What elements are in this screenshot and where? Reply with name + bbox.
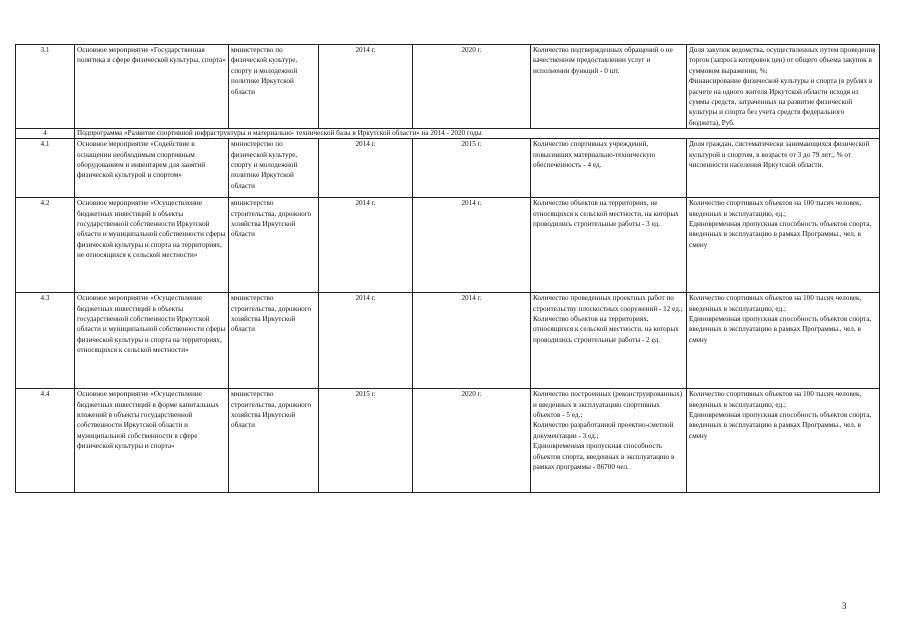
indicator-line: Единовременная пропускная способность объектов спорта, введенных в эксплуатацию в рамках Программы., чел. в смену: [689, 220, 872, 249]
result-line: Количество подтвержденных обращений о не качественном предоставлении услуг и исполнении функций - 0 шт.: [533, 46, 673, 75]
indicator-line: Доля закупок ведомства, осуществленных путем проведения торгов (запроса котировок цен) от общего объема закупок в суммовом выражении, %;: [689, 46, 876, 75]
indicators-cell: [687, 45, 880, 129]
executor-cell: министерство строительства, дорожного хозяйства Иркутской области: [229, 198, 319, 293]
result-cell: [531, 198, 687, 293]
start-year-cell: 2014 г.: [319, 293, 413, 389]
result-line: Количество разработанной проектно-сметной документации - 3 ед.;: [533, 421, 674, 440]
result-cell: [531, 293, 687, 389]
event-cell: Основное мероприятие «Осуществление бюджетных инвестиций в объекты государственной собственности Иркутской области и муниципальной собственности сферы физической культуры и спорта на территориях, относящихся к сельской местности»: [75, 293, 229, 389]
table-row-4-1: [16, 139, 880, 198]
indicator-line: Количество спортивных объектов на 100 тысяч человек, введенных в эксплуатацию, ед.;: [689, 294, 862, 313]
indicator-line: Единовременная пропускная способность объектов спорта, введенных в эксплуатацию в рамках Программы., чел. в смену: [689, 315, 872, 344]
end-year-cell: 2020 г.: [413, 389, 531, 493]
event-cell: Основное мероприятие «Содействие в оснащении необходимым спортивным оборудованием и инвентарем для занятий физической культурой и спортом»: [75, 139, 229, 198]
table-row-4-2: [16, 198, 880, 293]
result-line: Количество объектов на территориях, относящихся к сельской местности, на которых проводились строительные работы - 2 ед.: [533, 315, 679, 344]
indicators-cell: [687, 293, 880, 389]
row-number: 3.1: [16, 45, 75, 129]
event-cell: Основное мероприятие «Осуществление бюджетных инвестиций в объекты государственной собственности Иркутской области и муниципальной собственности сферы физической культуры и спорта на территориях, не относящихся к сельской местности»: [75, 198, 229, 293]
table-row-4-4: [16, 389, 880, 493]
indicators-cell: [687, 139, 880, 198]
event-cell: Основное мероприятие «Государственная политика в сфере физической культуры, спорта»: [75, 45, 229, 129]
subprogram-title: Подпрограмма «Развитие спортивной инфраструктуры и материально- технической базы в Иркутской области» на 2014 - 2020 годы: [75, 129, 880, 139]
result-cell: [531, 389, 687, 493]
executor-cell: министерство по физической культуре, спорту и молодежной политике Иркутской области: [229, 45, 319, 129]
row-number: 4: [16, 129, 75, 139]
executor-cell: министерство по физической культуре, спорту и молодежной политике Иркутской области: [229, 139, 319, 198]
table-row-3-1: [16, 45, 880, 129]
result-line: Количество спортивных учреждений, повысивших материально-техническую обеспеченность - 4 ед.: [533, 140, 656, 170]
result-cell: [531, 139, 687, 198]
indicator-line: Доля граждан, систематически занимающихся физической культурой и спортом, в возрасте от 3 до 79 лет;, % от численности населения Иркутской области.: [689, 140, 870, 170]
program-table: [15, 44, 880, 493]
executor-cell: министерство строительства, дорожного хозяйства Иркутской области: [229, 293, 319, 389]
indicators-cell: [687, 389, 880, 493]
row-number: 4.2: [16, 198, 75, 293]
row-number: 4.3: [16, 293, 75, 389]
end-year-cell: 2014 г.: [413, 293, 531, 389]
result-line: Количество проведенных проектных работ по строительству плоскостных сооружений - 12 ед.;: [533, 294, 683, 313]
result-line: Количество объектов на территориях, не относящихся к сельской местности, на которых проводились строительные работы - 3 ед.: [533, 199, 679, 229]
row-number: 4.4: [16, 389, 75, 493]
indicator-line: Финансирование физической культуры и спорта (в рублях в расчете на одного жителя Иркутской области исходя из суммы средств, затраченных на развитие физической культуры и спорта без учета средств федерального бюджета), Руб.: [689, 77, 873, 127]
start-year-cell: 2014 г.: [319, 139, 413, 198]
start-year-cell: 2014 г.: [319, 198, 413, 293]
end-year-cell: 2015 г.: [413, 139, 531, 198]
result-line: Количество построенных (реконструированных) и введенных в эксплуатацию спортивных объектов - 5 ед.;: [533, 390, 683, 420]
table-row-4-3: [16, 293, 880, 389]
start-year-cell: 2014 г.: [319, 45, 413, 129]
end-year-cell: 2014 г.: [413, 198, 531, 293]
executor-cell: министерство строительства, дорожного хозяйства Иркутской области: [229, 389, 319, 493]
result-line: Единовременная пропускная способность объектов спорта, введенных в эксплуатацию в рамках программы - 86700 чел.: [533, 442, 675, 472]
row-number: 4.1: [16, 139, 75, 198]
event-cell: Основное мероприятие «Осуществление бюджетных инвестиций в форме капитальных вложений в объекты государственной собственности Иркутской области и муниципальной собственности в сфере физической культуры и спорта»: [75, 389, 229, 493]
end-year-cell: 2020 г.: [413, 45, 531, 129]
indicator-line: Количество спортивных объектов на 100 тысяч человек, введенных в эксплуатацию, ед.;: [689, 199, 862, 218]
page-number: 3: [842, 601, 847, 611]
start-year-cell: 2015 г.: [319, 389, 413, 493]
indicator-line: Единовременная пропускная способность объектов спорта, введенных в эксплуатацию в рамках Программы., чел. в смену: [689, 411, 872, 440]
indicators-cell: [687, 198, 880, 293]
subprogram-row: [16, 129, 880, 139]
indicator-line: Количество спортивных объектов на 100 тысяч человек, введенных в эксплуатацию, ед.;: [689, 390, 862, 409]
result-cell: [531, 45, 687, 129]
